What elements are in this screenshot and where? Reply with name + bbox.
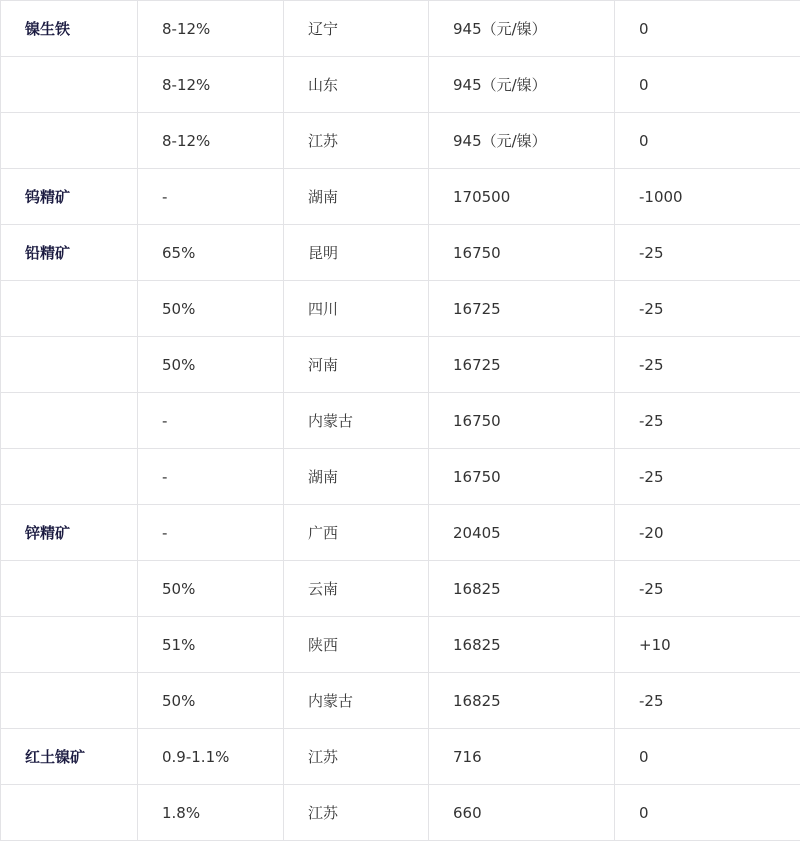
change-cell: -25	[615, 225, 800, 281]
product-cell: 钨精矿	[1, 169, 138, 225]
grade-cell: 51%	[138, 617, 284, 673]
region-cell: 湖南	[284, 449, 429, 505]
table-row	[1, 281, 800, 337]
change-cell: -25	[615, 337, 800, 393]
price-cell: 170500	[429, 169, 615, 225]
price-cell: 945（元/镍）	[429, 113, 615, 169]
region-cell: 四川	[284, 281, 429, 337]
table-row	[1, 449, 800, 505]
table-row	[1, 1, 800, 57]
region-cell: 江苏	[284, 785, 429, 841]
region-cell: 广西	[284, 505, 429, 561]
product-cell	[1, 337, 138, 393]
product-cell	[1, 673, 138, 729]
grade-cell: 50%	[138, 673, 284, 729]
region-cell: 山东	[284, 57, 429, 113]
price-cell: 660	[429, 785, 615, 841]
price-cell: 16725	[429, 281, 615, 337]
product-cell	[1, 617, 138, 673]
grade-cell: -	[138, 449, 284, 505]
grade-cell: 8-12%	[138, 1, 284, 57]
region-cell: 内蒙古	[284, 393, 429, 449]
region-cell: 河南	[284, 337, 429, 393]
product-cell	[1, 393, 138, 449]
product-cell: 铅精矿	[1, 225, 138, 281]
region-cell: 内蒙古	[284, 673, 429, 729]
change-cell: 0	[615, 57, 800, 113]
product-cell	[1, 57, 138, 113]
region-cell: 江苏	[284, 729, 429, 785]
change-cell: -25	[615, 281, 800, 337]
price-cell: 16825	[429, 673, 615, 729]
product-cell	[1, 785, 138, 841]
change-cell: -25	[615, 673, 800, 729]
table-row	[1, 673, 800, 729]
region-cell: 湖南	[284, 169, 429, 225]
change-cell: 0	[615, 729, 800, 785]
price-cell: 945（元/镍）	[429, 1, 615, 57]
product-cell	[1, 561, 138, 617]
grade-cell: 50%	[138, 561, 284, 617]
change-cell: -25	[615, 449, 800, 505]
price-cell: 16750	[429, 225, 615, 281]
table-row	[1, 337, 800, 393]
table-row	[1, 617, 800, 673]
product-cell: 红土镍矿	[1, 729, 138, 785]
change-cell: -25	[615, 561, 800, 617]
table-row	[1, 169, 800, 225]
table-row	[1, 785, 800, 841]
product-cell: 镍生铁	[1, 1, 138, 57]
region-cell: 云南	[284, 561, 429, 617]
price-cell: 16750	[429, 393, 615, 449]
table-body	[1, 1, 800, 841]
table-row	[1, 505, 800, 561]
price-cell: 945（元/镍）	[429, 57, 615, 113]
grade-cell: 8-12%	[138, 57, 284, 113]
grade-cell: 8-12%	[138, 113, 284, 169]
table-row	[1, 393, 800, 449]
table-row	[1, 113, 800, 169]
region-cell: 辽宁	[284, 1, 429, 57]
table-row	[1, 57, 800, 113]
region-cell: 昆明	[284, 225, 429, 281]
change-cell: 0	[615, 785, 800, 841]
change-cell: 0	[615, 1, 800, 57]
grade-cell: 50%	[138, 281, 284, 337]
grade-cell: 50%	[138, 337, 284, 393]
price-cell: 716	[429, 729, 615, 785]
grade-cell: -	[138, 393, 284, 449]
table-row	[1, 225, 800, 281]
region-cell: 江苏	[284, 113, 429, 169]
product-cell	[1, 281, 138, 337]
change-cell: 0	[615, 113, 800, 169]
change-cell: -25	[615, 393, 800, 449]
product-cell: 锌精矿	[1, 505, 138, 561]
change-cell: +10	[615, 617, 800, 673]
table-row	[1, 729, 800, 785]
change-cell: -1000	[615, 169, 800, 225]
price-cell: 16725	[429, 337, 615, 393]
price-cell: 16750	[429, 449, 615, 505]
grade-cell: -	[138, 169, 284, 225]
grade-cell: 0.9-1.1%	[138, 729, 284, 785]
price-cell: 16825	[429, 617, 615, 673]
change-cell: -20	[615, 505, 800, 561]
grade-cell: 1.8%	[138, 785, 284, 841]
price-cell: 20405	[429, 505, 615, 561]
product-cell	[1, 113, 138, 169]
table-row	[1, 561, 800, 617]
grade-cell: 65%	[138, 225, 284, 281]
price-cell: 16825	[429, 561, 615, 617]
product-cell	[1, 449, 138, 505]
region-cell: 陕西	[284, 617, 429, 673]
grade-cell: -	[138, 505, 284, 561]
